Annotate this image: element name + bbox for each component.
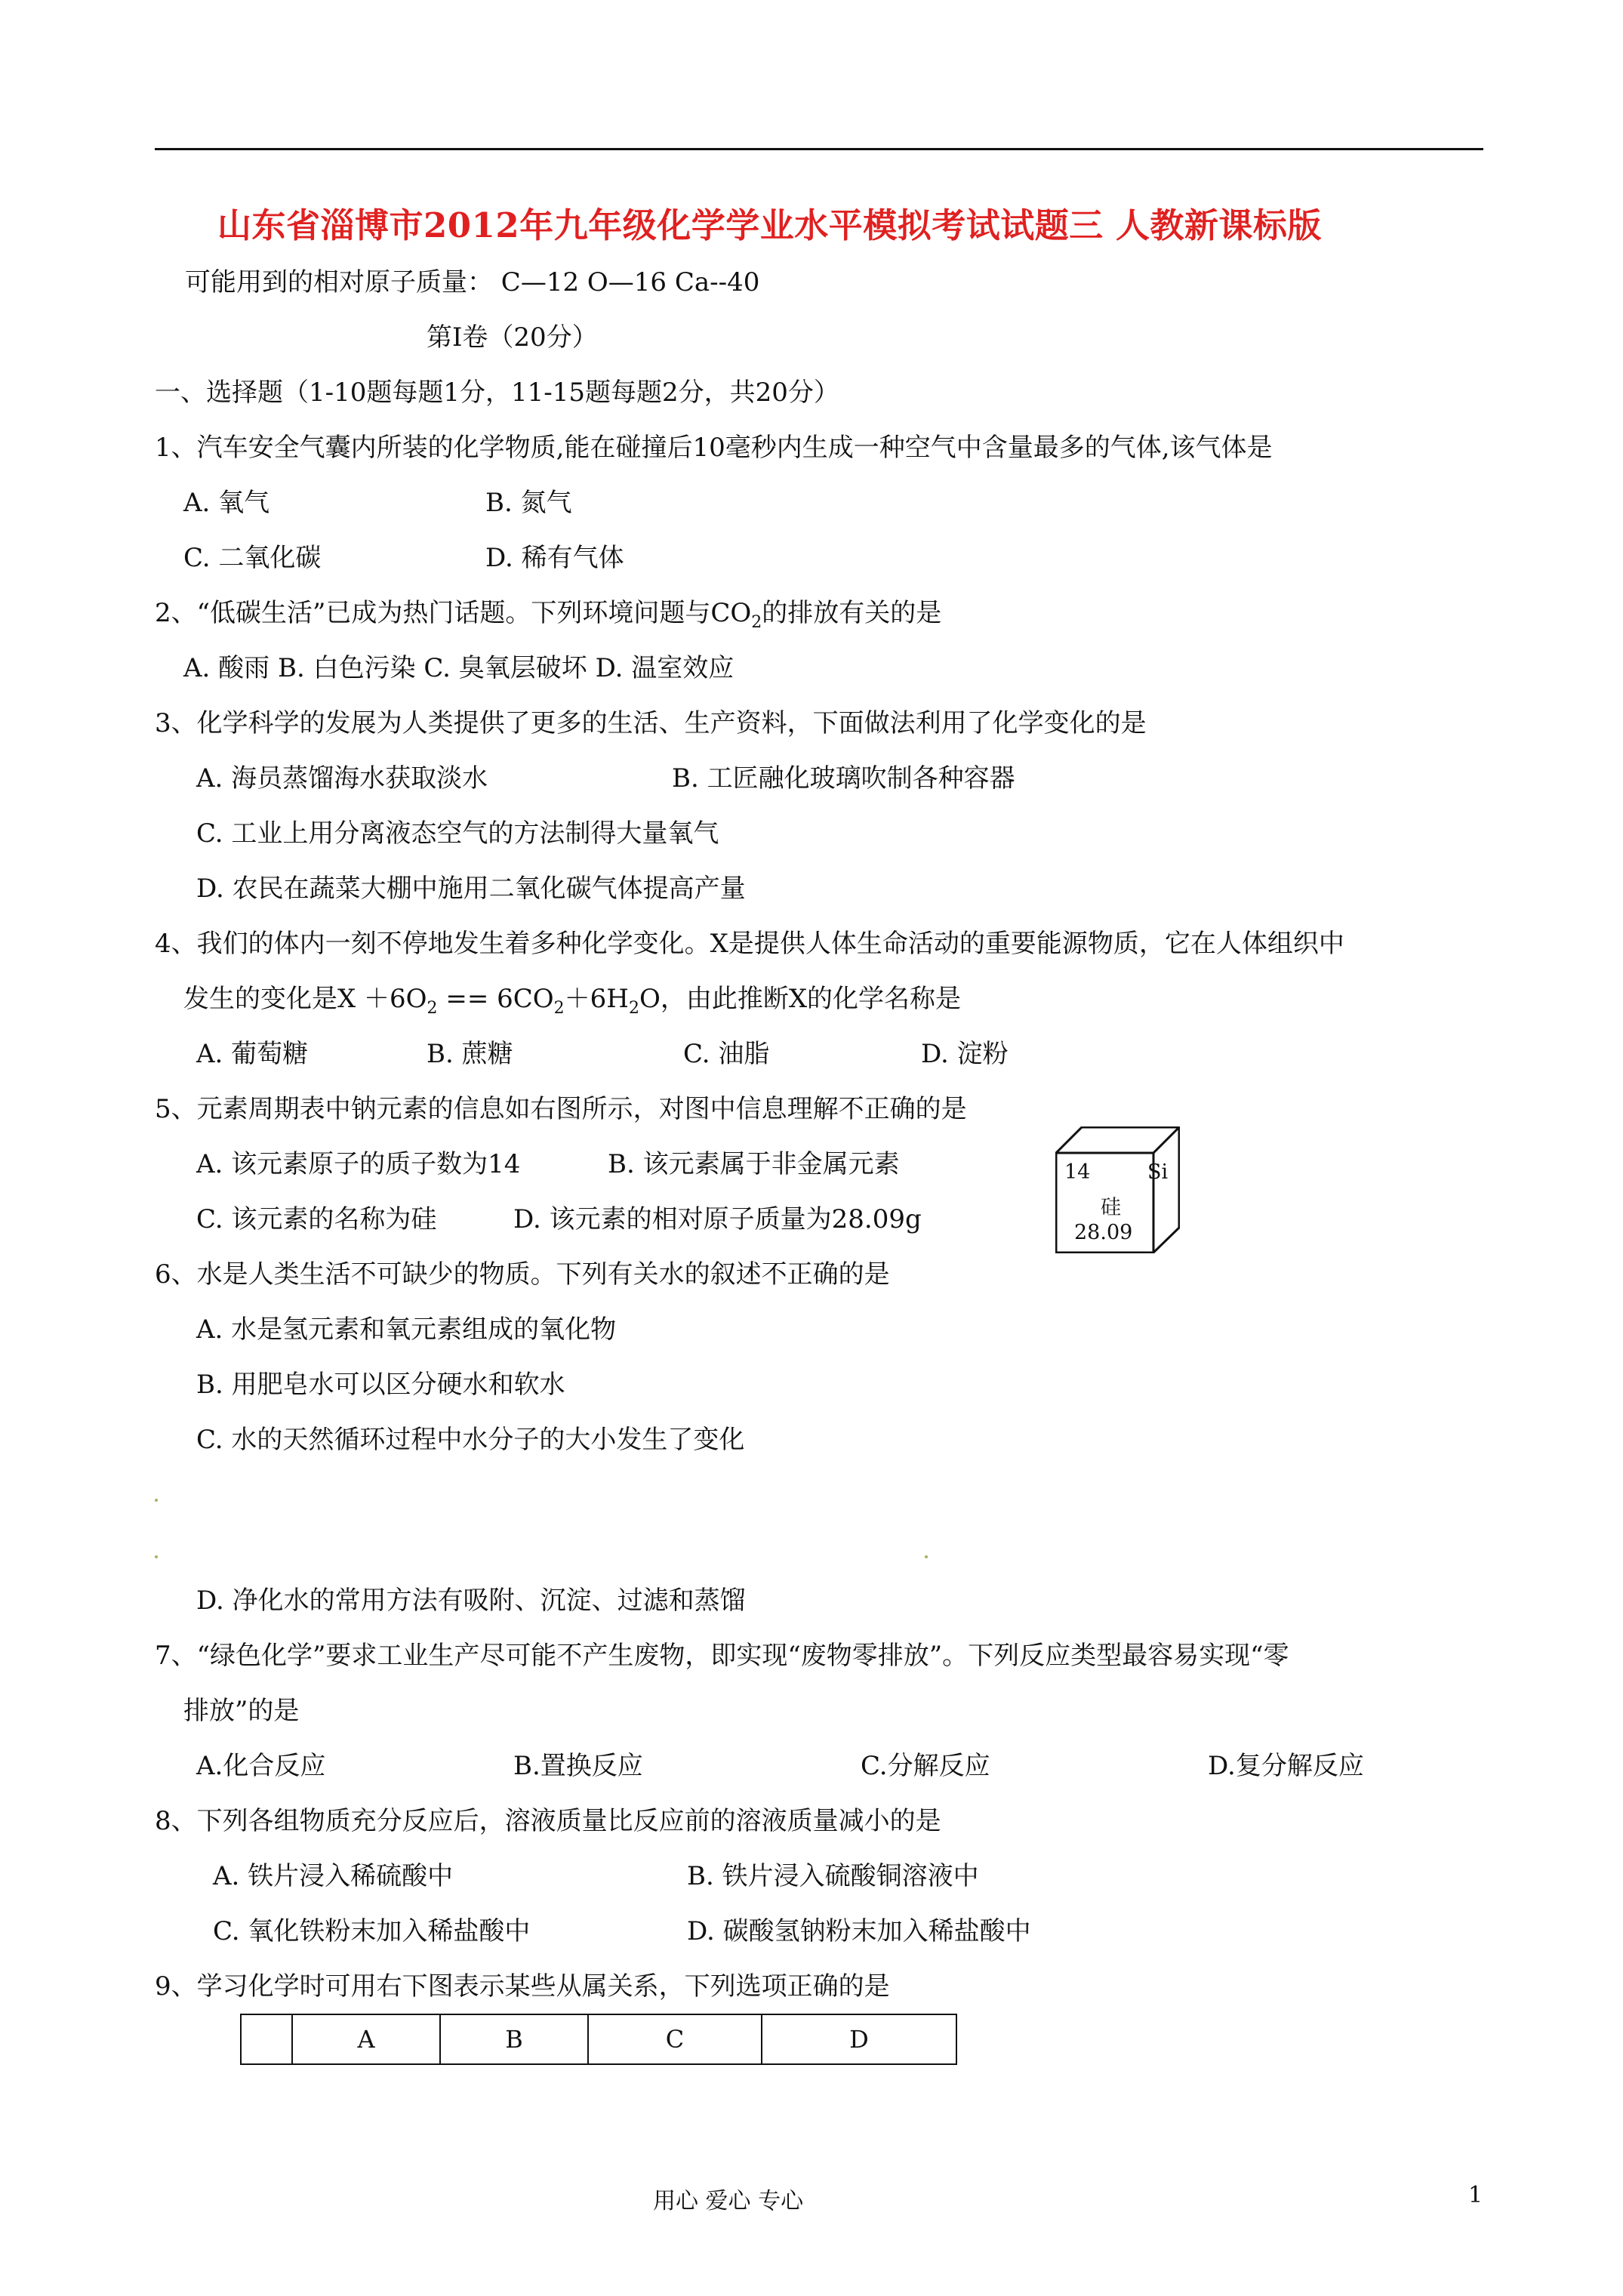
- q4-option-a: A. 葡萄糖: [196, 1039, 309, 1069]
- q2-stem: 2、“低碳生活”已成为热门话题。下列环境问题与$CO_2$的排放有关的是: [155, 598, 942, 632]
- q7-stem-cont: 排放”的是: [183, 1696, 300, 1726]
- q4-option-c: C. 油脂: [683, 1039, 770, 1069]
- atomic-mass-line: 可能用到的相对原子质量： C—12 O—16 Ca--40: [185, 267, 760, 297]
- q6-option-c: C. 水的天然循环过程中水分子的大小发生了变化: [196, 1425, 745, 1455]
- element-cube: [1055, 1126, 1180, 1253]
- q4-option-b: B. 蔗糖: [427, 1039, 513, 1069]
- q8-option-c: C. 氧化铁粉末加入稀盐酸中: [213, 1916, 531, 1946]
- q3-option-c: C. 工业上用分离液态空气的方法制得大量氧气: [196, 818, 719, 849]
- q7-option-d: D.复分解反应: [1208, 1751, 1364, 1781]
- q5-option-a: A. 该元素原子的质子数为14: [196, 1149, 521, 1179]
- section-heading: 一、选择题（1-10题每题1分，11-15题每题2分，共20分）: [155, 378, 839, 408]
- q1-option-a: A. 氧气: [183, 488, 270, 518]
- q1-option-b: B. 氮气: [485, 488, 572, 518]
- page-title: 山东省淄博市2012年九年级化学学业水平模拟考试试题三 人教新课标版: [217, 205, 1322, 245]
- footer-motto: 用心 爱心 专心: [653, 2188, 804, 2214]
- element-symbol: Si: [1147, 1160, 1169, 1184]
- q7-option-b: B.置换反应: [513, 1751, 643, 1781]
- q5-option-b: B. 该元素属于非金属元素: [608, 1149, 900, 1179]
- q8-option-a: A. 铁片浸入稀硫酸中: [213, 1861, 454, 1891]
- q8-stem: 8、下列各组物质充分反应后，溶液质量比反应前的溶液质量减小的是: [155, 1806, 941, 1836]
- page-number: 1: [1468, 2182, 1483, 2208]
- q1-stem: 1、汽车安全气囊内所装的化学物质,能在碰撞后10毫秒内生成一种空气中含量最多的气体,该气体是: [155, 433, 1273, 463]
- q3-option-b: B. 工匠融化玻璃吹制各种容器: [672, 763, 1015, 794]
- q6-option-b: B. 用肥皂水可以区分硬水和软水: [196, 1370, 565, 1400]
- q3-stem: 3、化学科学的发展为人类提供了更多的生活、生产资料，下面做法利用了化学变化的是: [155, 708, 1147, 738]
- q9-table: [240, 2014, 957, 2065]
- element-number: 14: [1064, 1160, 1091, 1184]
- q7-stem: 7、“绿色化学”要求工业生产尽可能不产生废物，即实现“废物零排放”。下列反应类型最容易实现“零: [155, 1641, 1289, 1671]
- q6-stem: 6、水是人类生活不可缺少的物质。下列有关水的叙述不正确的是: [155, 1259, 890, 1290]
- element-mass: 28.09: [1074, 1221, 1133, 1244]
- q9-header-cell: [242, 2015, 293, 2063]
- q5-stem: 5、元素周期表中钠元素的信息如右图所示，对图中信息理解不正确的是: [155, 1094, 967, 1124]
- q8-option-d: D. 碳酸氢钠粉末加入稀盐酸中: [687, 1916, 1031, 1946]
- q9-header-cell: B: [441, 2015, 589, 2063]
- q9-header-cell: D: [849, 2025, 869, 2054]
- volume-heading: 第Ⅰ卷（20分）: [427, 322, 598, 353]
- q1-option-c: C. 二氧化碳: [183, 543, 322, 573]
- q6-option-d: D. 净化水的常用方法有吸附、沉淀、过滤和蒸馏: [196, 1586, 746, 1616]
- speck: [155, 1555, 158, 1558]
- q3-option-d: D. 农民在蔬菜大棚中施用二氧化碳气体提高产量: [196, 874, 746, 904]
- header-rule: [155, 148, 1483, 150]
- q9-stem: 9、学习化学时可用右下图表示某些从属关系，下列选项正确的是: [155, 1971, 890, 2002]
- q7-option-c: C.分解反应: [861, 1751, 990, 1781]
- q1-option-d: D. 稀有气体: [485, 543, 624, 573]
- q8-option-b: B. 铁片浸入硫酸铜溶液中: [687, 1861, 979, 1891]
- q2-options: A. 酸雨 B. 白色污染 C. 臭氧层破坏 D. 温室效应: [183, 653, 735, 683]
- q9-header-cell: C: [589, 2015, 762, 2063]
- q4-equation: 发生的变化是$X +6O_2 == 6CO_2+6H_2O$，由此推断X的化学名称是: [183, 984, 962, 1018]
- q4-option-d: D. 淀粉: [921, 1039, 1009, 1069]
- q5-option-d: D. 该元素的相对原子质量为28.09g: [513, 1204, 922, 1234]
- speck: [925, 1555, 928, 1558]
- speck: [155, 1499, 158, 1502]
- q6-option-a: A. 水是氢元素和氧元素组成的氧化物: [196, 1314, 617, 1345]
- q5-option-c: C. 该元素的名称为硅: [196, 1204, 437, 1234]
- element-name: 硅: [1101, 1196, 1121, 1219]
- q7-option-a: A.化合反应: [196, 1751, 326, 1781]
- q3-option-a: A. 海员蒸馏海水获取淡水: [196, 763, 488, 794]
- q9-header-cell: A: [293, 2015, 441, 2063]
- q4-stem: 4、我们的体内一刻不停地发生着多种化学变化。X是提供人体生命活动的重要能源物质，它在人体组织中: [155, 929, 1344, 959]
